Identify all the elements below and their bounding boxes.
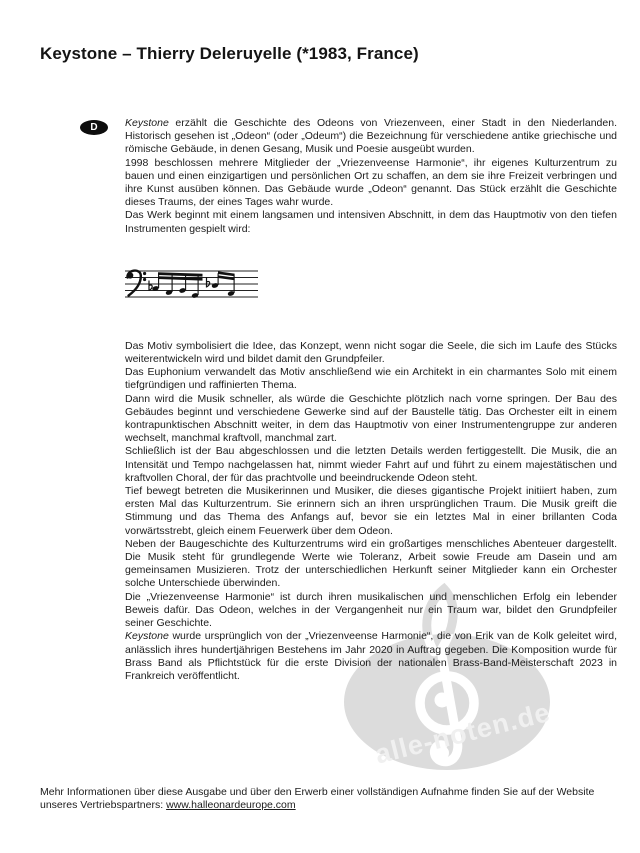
- paragraph: Neben der Baugeschichte des Kulturzentrums wird ein großartiges menschliches Abenteuer dargestellt. Die Musik steht für grundlegende Werte wie Toleranz, Arbeit sowie Freude am Dasein und am gemeinsamen Musizieren. Trotz der unterschiedlichen Herkunft seiner Mitglieder kann ein Orchester solche Unterschiede überwinden.: [125, 537, 617, 590]
- footer-note: [40, 786, 616, 813]
- footer-text: Mehr Informationen über diese Ausgabe und über den Erwerb einer vollständigen Aufnahme finden Sie auf der Website unseres Vertriebspartners:: [40, 786, 595, 812]
- flat-icon: [149, 280, 152, 291]
- watermark-text: alle-noten.de: [372, 696, 554, 770]
- paragraph: Keystone wurde ursprünglich von der „Vriezenveense Harmonie“, die von Erik van de Kolk geleitet wird, anlässlich ihres hundertjährigen Bestehens im Jahr 2020 in Auftrag gegeben. Die Komposition wurde für Brass Band als Pflichtstück für die erste Division der nationalen Brass-Band-Meisterschaft 2023 in Frankreich veröffentlicht.: [125, 630, 617, 682]
- paragraph: 1998 beschlossen mehrere Mitglieder der „Vriezenveense Harmonie“, ihr eigenes Kulturzentrum zu bauen und einen einzigartigen und persönlichen Ort zu schaffen, an dem sie ihre Freizeit verbringen und ihre Kunst ausüben können. Das Gebäude wurde „Odeon“ genannt. Das Stück erzählt die Geschichte dieses Traums, der eines Tages wahr wurde.: [125, 156, 617, 209]
- paragraph: Die „Vriezenveense Harmonie“ ist durch ihren musikalischen und menschlichen Erfolg ein lebender Beweis dafür. Das Odeon, welches in der Vergangenheit nur ein Traum war, bildet den Grundpfeiler seiner Geschichte.: [125, 590, 617, 630]
- distributor-website-link[interactable]: www.halleonardeurope.com: [166, 799, 296, 812]
- page-title: Keystone – Thierry Deleruyelle (*1983, France): [40, 44, 419, 63]
- bass-clef-icon: [127, 270, 146, 295]
- language-badge-german: D: [80, 120, 108, 135]
- paragraph: Dann wird die Musik schneller, als würde die Geschichte plötzlich nach vorne springen. Der Bau des Gebäudes beginnt und verschiedene Gewerke sind auf der Baustelle tätig. Das Orchester eilt in einem kontrapunktischen Abschnitt weiter, in dem das Hauptmotiv von einer Instrumentengruppe zur anderen wechselt, manchmal kraftvoll, manchmal zart.: [125, 392, 617, 445]
- work-title-italic: Keystone: [125, 630, 169, 643]
- beamed-note-group: [152, 272, 203, 299]
- paragraph: Schließlich ist der Bau abgeschlossen und die letzten Details werden fertiggestellt. Die Musik, die an Intensität und Tempo nachgelassen hat, nimmt wieder Fahrt auf und führt zu einem majestätischen und kraftvollen Choral, der für das prachtvolle und beeindruckende Odeon steht.: [125, 445, 617, 484]
- paragraph: Tief bewegt betreten die Musikerinnen und Musiker, die dieses gigantische Projekt initiiert haben, zum ersten Mal das Kulturzentrum. Sie erinnern sich an ihren ursprünglichen Traum. Die Musik greift die Stimmung und das Thema des Anfangs auf, bevor sie ein letztes Mal in einer brillanten Coda vorwärtsstrebt, gleich einem Feuerwerk über dem Odeon.: [125, 485, 617, 537]
- paragraph: Das Motiv symbolisiert die Idee, das Konzept, wenn nicht sogar die Seele, die sich im Laufe des Stücks weiterentwickeln wird und bildet damit den Grundpfeiler.: [125, 339, 617, 366]
- work-title-italic: Keystone: [125, 117, 169, 129]
- paragraph: Keystone erzählt die Geschichte des Odeons von Vriezenveen, einer Stadt in den Niederlanden. Historisch gesehen ist „Odeon“ (oder „Odeum“) die Bezeichnung für verschiedene antike griechische und römische Gebäude, in denen Gesang, Musik und Poesie ausgeübt wurden.: [125, 117, 617, 156]
- program-notes-text: [125, 117, 617, 683]
- paragraph: Das Euphonium verwandelt das Motiv anschließend wie ein Architekt in ein charmantes Solo mit einem tiefgründigen und raffinierten Thema.: [125, 366, 617, 392]
- flat-icon: [207, 277, 210, 288]
- paragraph: Das Werk beginnt mit einem langsamen und intensiven Abschnitt, in dem das Hauptmotiv von den tiefen Instrumenten gespielt wird:: [125, 209, 617, 235]
- music-notation-example: [125, 265, 260, 307]
